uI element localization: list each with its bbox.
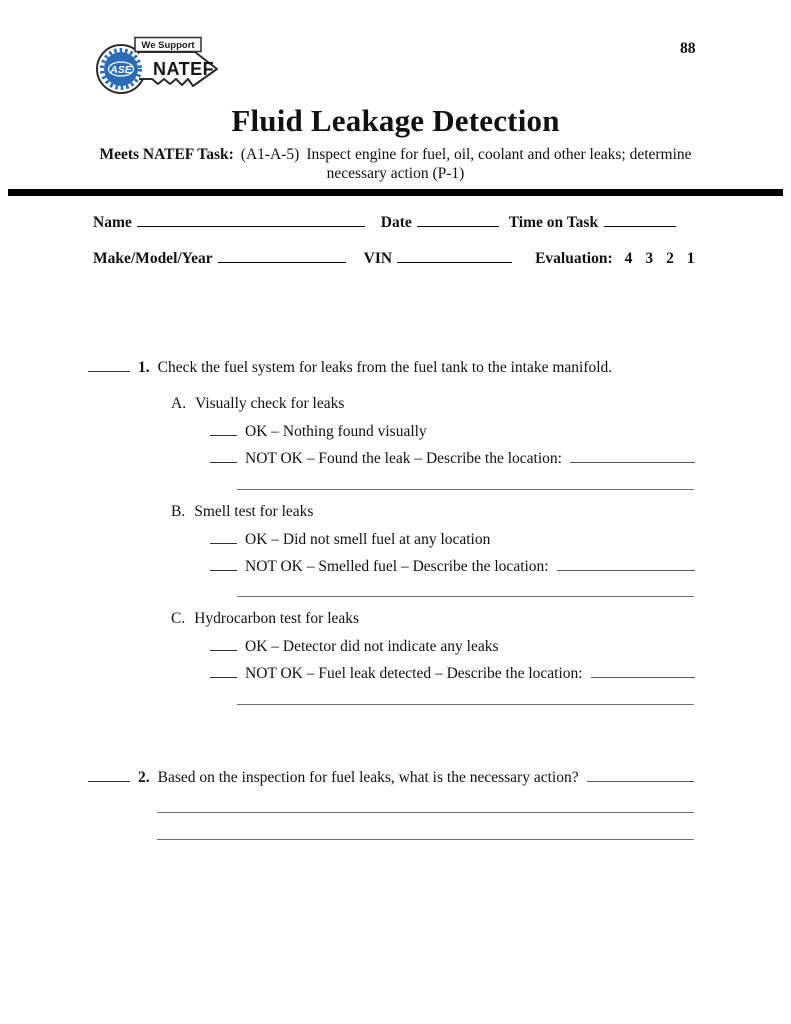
- section-c-location-field[interactable]: [591, 664, 695, 678]
- section-a-location-field[interactable]: [570, 449, 695, 463]
- header-divider: [8, 189, 783, 196]
- name-date-row: [93, 213, 676, 232]
- section-b-notok-text: NOT OK – Smelled fuel – Describe the location:: [245, 558, 549, 575]
- section-c-ok-line: [210, 637, 695, 656]
- page-number: 88: [680, 40, 696, 57]
- natef-wordmark: NATEF: [153, 59, 215, 79]
- section-c-heading: [171, 610, 359, 628]
- section-c-notok-line: [210, 664, 695, 683]
- section-a-ok-check-field[interactable]: [210, 422, 237, 436]
- question-1-number: 1.: [138, 359, 150, 376]
- section-a-ok-line: [210, 422, 695, 441]
- eval-score-4[interactable]: 4: [624, 250, 633, 267]
- eval-score-2[interactable]: 2: [666, 250, 674, 267]
- date-field[interactable]: [417, 213, 499, 227]
- evaluation-label: Evaluation:: [535, 250, 613, 267]
- section-a-title: Visually check for leaks: [195, 395, 345, 412]
- make-model-year-field[interactable]: [218, 249, 346, 263]
- section-b-notok-check-field[interactable]: [210, 557, 237, 571]
- section-a-writing-line[interactable]: [237, 489, 694, 490]
- name-field[interactable]: [137, 213, 365, 227]
- make-model-year-label: Make/Model/Year: [93, 250, 213, 267]
- question-1-text: Check the fuel system for leaks from the fuel tank to the intake manifold.: [157, 359, 613, 376]
- time-on-task-label: Time on Task: [508, 214, 599, 231]
- section-a-heading: [171, 395, 344, 413]
- question-2-grade-field[interactable]: [88, 768, 130, 782]
- name-label: Name: [93, 214, 132, 231]
- section-b-location-field[interactable]: [557, 557, 695, 571]
- section-a-notok-check-field[interactable]: [210, 449, 237, 463]
- vin-label: VIN: [363, 250, 393, 267]
- natef-logo: [95, 36, 223, 98]
- section-c-letter: C.: [171, 610, 186, 627]
- natef-task-line: [0, 145, 791, 164]
- task-text-line2: necessary action (P-1): [326, 165, 465, 182]
- section-b-ok-text: OK – Did not smell fuel at any location: [245, 531, 491, 548]
- section-b-title: Smell test for leaks: [194, 503, 314, 520]
- section-b-letter: B.: [171, 503, 186, 520]
- section-a-notok-line: [210, 449, 695, 468]
- eval-score-1[interactable]: 1: [686, 250, 695, 267]
- section-b-notok-line: [210, 557, 695, 576]
- section-b-ok-line: [210, 530, 695, 549]
- task-text-line1: Inspect engine for fuel, oil, coolant and other leaks; determine: [306, 146, 692, 163]
- question-2-writing-line-2[interactable]: [157, 839, 694, 840]
- section-c-writing-line[interactable]: [237, 704, 694, 705]
- section-b-ok-check-field[interactable]: [210, 530, 237, 544]
- section-a-notok-text: NOT OK – Found the leak – Describe the location:: [245, 450, 562, 467]
- question-1: [88, 358, 694, 377]
- page-title: Fluid Leakage Detection: [231, 103, 560, 138]
- section-c-notok-check-field[interactable]: [210, 664, 237, 678]
- natef-task-line2: [0, 164, 791, 183]
- task-ref: (A1-A-5): [240, 146, 300, 163]
- eval-score-3[interactable]: 3: [645, 250, 654, 267]
- vin-field[interactable]: [397, 249, 512, 263]
- task-label: Meets NATEF Task:: [99, 146, 234, 163]
- section-a-ok-text: OK – Nothing found visually: [245, 423, 427, 440]
- time-on-task-field[interactable]: [604, 213, 676, 227]
- question-2: [88, 768, 694, 787]
- ase-logo-text: ASE: [110, 64, 132, 76]
- question-2-number: 2.: [138, 769, 150, 786]
- section-c-ok-check-field[interactable]: [210, 637, 237, 651]
- vehicle-row: [93, 249, 695, 268]
- logo-support-text: We Support: [141, 40, 195, 51]
- section-c-notok-text: NOT OK – Fuel leak detected – Describe the location:: [245, 665, 583, 682]
- question-1-grade-field[interactable]: [88, 358, 130, 372]
- section-b-heading: [171, 503, 313, 521]
- date-label: Date: [380, 214, 412, 231]
- question-2-answer-field[interactable]: [587, 768, 694, 782]
- section-b-writing-line[interactable]: [237, 596, 694, 597]
- question-2-writing-line-1[interactable]: [157, 812, 694, 813]
- section-c-ok-text: OK – Detector did not indicate any leaks: [245, 638, 499, 655]
- section-c-title: Hydrocarbon test for leaks: [194, 610, 360, 627]
- section-a-letter: A.: [171, 395, 187, 412]
- question-2-text: Based on the inspection for fuel leaks, what is the necessary action?: [157, 769, 579, 786]
